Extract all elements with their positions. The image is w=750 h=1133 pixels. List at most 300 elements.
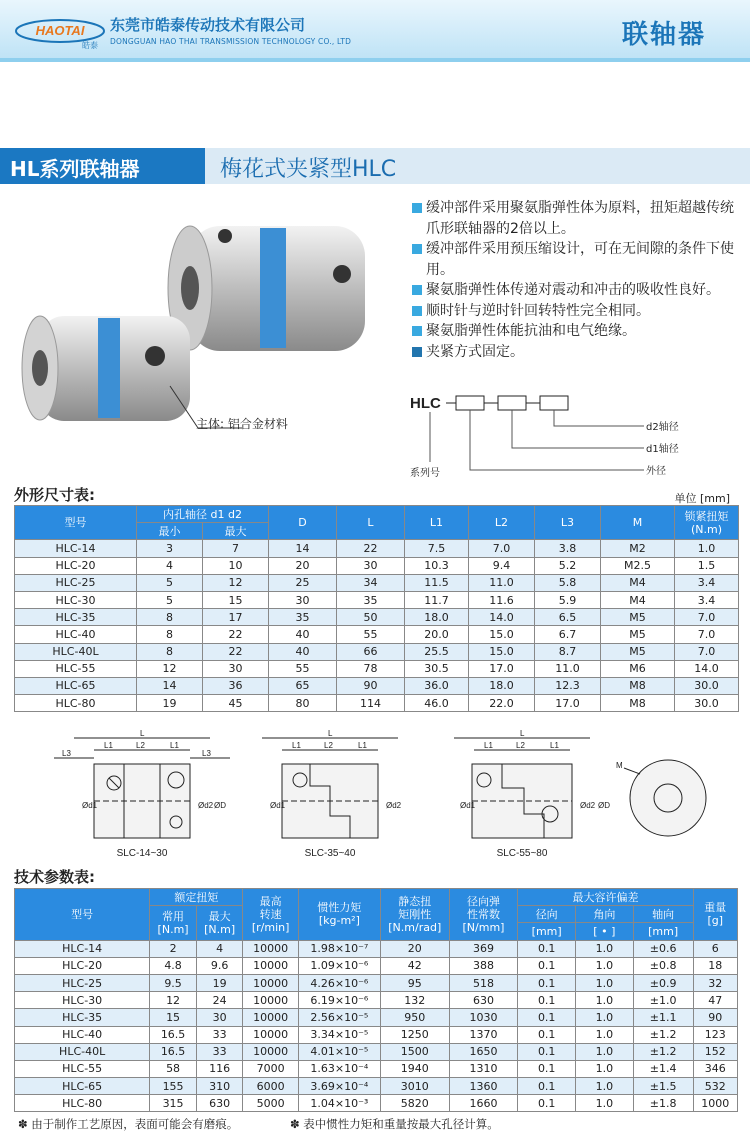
svg-text:Ød2: Ød2 [580, 801, 596, 810]
table-cell: ±1.1 [633, 1009, 693, 1026]
table-cell: 1660 [449, 1095, 518, 1112]
unit-label: 单位 [mm] [674, 492, 730, 505]
table-cell: 7000 [243, 1060, 298, 1077]
table-cell: 55 [269, 660, 337, 677]
logo-sub: 皓泰 [82, 41, 98, 50]
table-cell: 18.0 [469, 677, 535, 694]
table-cell: 10000 [243, 957, 298, 974]
company-name [110, 14, 351, 46]
table-cell: 30 [203, 660, 269, 677]
table-row [15, 992, 738, 1009]
table-cell: 14 [269, 540, 337, 557]
svg-text:L: L [328, 729, 333, 738]
table-cell: 10000 [243, 974, 298, 991]
table-row [15, 557, 739, 574]
svg-text:Ød2: Ød2 [386, 801, 402, 810]
table-cell: 34 [337, 574, 405, 591]
col-max: 最大 [203, 523, 269, 540]
table-cell: 5000 [243, 1095, 298, 1112]
feature-item: 聚氨脂弹性体能抗油和电气绝缘。 [410, 321, 740, 342]
table-cell: 1.0 [576, 1043, 634, 1060]
coupling-small [22, 316, 190, 421]
code-prefix: HLC [410, 395, 441, 412]
svg-text:L: L [140, 729, 145, 738]
table-cell: 15.0 [469, 626, 535, 643]
table-cell: 40 [269, 626, 337, 643]
table-cell: 123 [693, 1026, 737, 1043]
table-cell: 630 [196, 1095, 243, 1112]
table-cell: 15.0 [469, 643, 535, 660]
svg-text:L2: L2 [136, 741, 145, 750]
table-cell: 6 [693, 940, 737, 957]
table-cell: 22 [203, 626, 269, 643]
table-cell: HLC-20 [15, 557, 137, 574]
table-row [15, 1078, 738, 1095]
feature-item: 顺时针与逆时针回转特性完全相同。 [410, 301, 740, 322]
model-code-diagram [408, 392, 738, 482]
table-cell: 114 [337, 695, 405, 712]
table-cell: 116 [196, 1060, 243, 1077]
table-cell: 8.7 [535, 643, 601, 660]
drawing-slc-55-80 [454, 738, 590, 838]
table-row [15, 1026, 738, 1043]
table-cell: 2.56×10⁻⁵ [298, 1009, 380, 1026]
svg-text:L1: L1 [358, 741, 367, 750]
table-cell: 11.5 [405, 574, 469, 591]
drawing-label-1: SLC-14~30 [116, 848, 168, 859]
table-cell: 18.0 [405, 609, 469, 626]
feature-item: 缓冲部件采用聚氨脂弹性体为原料，扭矩超越传统爪形联轴器的2倍以上。 [410, 198, 740, 239]
table-cell: 1000 [693, 1095, 737, 1112]
table-cell: 19 [137, 695, 203, 712]
table-cell: 25 [269, 574, 337, 591]
table-cell: 32 [693, 974, 737, 991]
col-D: D [269, 506, 337, 540]
table-cell: 12 [203, 574, 269, 591]
table-cell: 5 [137, 574, 203, 591]
table-cell: M2.5 [601, 557, 675, 574]
table-cell: M5 [601, 643, 675, 660]
table-cell: 16.5 [150, 1043, 197, 1060]
product-title: 联轴器 [621, 20, 706, 50]
table-cell: 14.0 [675, 660, 739, 677]
tech-table-title: 技术参数表: [14, 868, 95, 886]
table-cell: 0.1 [518, 957, 576, 974]
code-d1: d1轴径 [646, 444, 679, 455]
table-cell: 17.0 [469, 660, 535, 677]
table-cell: ±0.9 [633, 974, 693, 991]
table-cell: HLC-40 [15, 1026, 150, 1043]
table-cell: 11.0 [469, 574, 535, 591]
dimension-table [14, 505, 739, 712]
table-cell: 2 [150, 940, 197, 957]
table-cell: M5 [601, 626, 675, 643]
table-cell: 7.0 [469, 540, 535, 557]
table-cell: 10000 [243, 1043, 298, 1060]
table-cell: 20 [380, 940, 449, 957]
table-cell: 1.0 [576, 1095, 634, 1112]
table-cell: 80 [269, 695, 337, 712]
tcol-max: 最大 [N.m] [196, 906, 243, 940]
coupling-photo [20, 196, 420, 446]
feature-item: 夹紧方式固定。 [410, 342, 740, 363]
table-cell: 20.0 [405, 626, 469, 643]
series-title-bar [0, 148, 750, 184]
tcol-model: 型号 [15, 889, 150, 941]
table-cell: 5.9 [535, 591, 601, 608]
table-cell: 1500 [380, 1043, 449, 1060]
logo-text: HAOTAI [35, 23, 85, 38]
table-cell: 11.6 [469, 591, 535, 608]
table-cell: 3.4 [675, 574, 739, 591]
table-cell: 42 [380, 957, 449, 974]
table-cell: 90 [337, 677, 405, 694]
table-cell: 7.0 [675, 626, 739, 643]
col-L1: L1 [405, 506, 469, 540]
table-cell: 0.1 [518, 974, 576, 991]
table-cell: 35 [269, 609, 337, 626]
tcol-weight: 重量 [g] [693, 889, 737, 941]
table-cell: 315 [150, 1095, 197, 1112]
table-cell: HLC-14 [15, 540, 137, 557]
svg-text:L1: L1 [292, 741, 301, 750]
svg-text:L: L [520, 729, 525, 738]
table-cell: 30 [337, 557, 405, 574]
table-cell: 36.0 [405, 677, 469, 694]
table-row [15, 574, 739, 591]
col-L: L [337, 506, 405, 540]
footnote-1: ✽ 由于制作工艺原因，表面可能会有磨痕。 [18, 1117, 239, 1131]
table-cell: 30.0 [675, 677, 739, 694]
table-cell: 6000 [243, 1078, 298, 1095]
table-cell: 11.0 [535, 660, 601, 677]
feature-list [410, 198, 740, 362]
table-cell: 0.1 [518, 992, 576, 1009]
table-cell: HLC-65 [15, 677, 137, 694]
table-cell: ±1.2 [633, 1026, 693, 1043]
table-cell: 3 [137, 540, 203, 557]
table-cell: 10.3 [405, 557, 469, 574]
col-min: 最小 [137, 523, 203, 540]
table-cell: 6.5 [535, 609, 601, 626]
svg-text:Ød1: Ød1 [270, 801, 286, 810]
table-cell: 0.1 [518, 1043, 576, 1060]
table-cell: HLC-40 [15, 626, 137, 643]
tcol-deviation: 最大容许偏差 [518, 889, 693, 906]
table-cell: 0.1 [518, 1009, 576, 1026]
table-cell: 950 [380, 1009, 449, 1026]
table-cell: 55 [337, 626, 405, 643]
table-row [15, 660, 739, 677]
table-cell: 10000 [243, 1009, 298, 1026]
table-cell: M4 [601, 574, 675, 591]
tcol-radial: 径向弹 性常数 [N/mm] [449, 889, 518, 941]
table-cell: ±1.0 [633, 992, 693, 1009]
table-cell: ±0.6 [633, 940, 693, 957]
drawing-end-view [624, 760, 706, 836]
table-cell: HLC-55 [15, 660, 137, 677]
table-cell: HLC-80 [15, 695, 137, 712]
table-cell: 8 [137, 609, 203, 626]
drawing-label-2: SLC-35~40 [304, 848, 356, 859]
table-cell: 6.7 [535, 626, 601, 643]
table-row [15, 591, 739, 608]
bullet-icon [412, 285, 422, 295]
table-row [15, 677, 739, 694]
table-cell: 14.0 [469, 609, 535, 626]
col-model: 型号 [15, 506, 137, 540]
table-cell: 4.01×10⁻⁵ [298, 1043, 380, 1060]
svg-text:ØD: ØD [214, 801, 226, 810]
svg-text:L3: L3 [62, 749, 71, 758]
table-cell: 532 [693, 1078, 737, 1095]
table-cell: 30.0 [675, 695, 739, 712]
table-cell: 0.1 [518, 1078, 576, 1095]
svg-text:Ød1: Ød1 [82, 801, 98, 810]
table-cell: 95 [380, 974, 449, 991]
table-cell: 1.0 [576, 992, 634, 1009]
svg-text:M: M [616, 761, 623, 770]
table-cell: 1.0 [576, 940, 634, 957]
table-cell: 1370 [449, 1026, 518, 1043]
table-cell: 46.0 [405, 695, 469, 712]
footnote-2: ✽ 表中惯性力矩和重量按最大孔径计算。 [290, 1117, 499, 1131]
haotai-logo [14, 16, 106, 50]
table-cell: HLC-40L [15, 1043, 150, 1060]
col-L3: L3 [535, 506, 601, 540]
table-cell: 14 [137, 677, 203, 694]
table-cell: 40 [269, 643, 337, 660]
table-cell: ±1.4 [633, 1060, 693, 1077]
company-en: DONGGUAN HAO THAI TRANSMISSION TECHNOLOGY CO., LTD [110, 37, 352, 46]
table-cell: 10000 [243, 940, 298, 957]
table-cell: 132 [380, 992, 449, 1009]
table-row [15, 940, 738, 957]
table-cell: 10 [203, 557, 269, 574]
bullet-icon [412, 244, 422, 254]
table-cell: 1.0 [576, 1026, 634, 1043]
table-cell: 8 [137, 643, 203, 660]
table-row [15, 974, 738, 991]
table-cell: 152 [693, 1043, 737, 1060]
svg-text:L1: L1 [170, 741, 179, 750]
table-cell: 4 [137, 557, 203, 574]
table-cell: M8 [601, 695, 675, 712]
company-cn: 东莞市皓泰传动技术有限公司 [110, 16, 306, 34]
table-cell: HLC-65 [15, 1078, 150, 1095]
svg-text:L2: L2 [516, 741, 525, 750]
tech-table: 型号 额定扭矩 最高 转速 [r/min] 惯性力矩 [kg-m²] 静态扭 矩刚性 [N.m/rad] 径向弹 性常数 [N/mm] 最大容许偏差 重量 [g] 常用 [N.m] 最大 [N.m] 径向 角向 轴向 [mm] [ • ] [mm] HLC-14 2 4 10000 1.98×10⁻⁷ 20 369 0.1 1.0 ±0.6 6 HLC-20 4.8 9.6 10000 1.09×10⁻⁶ 42 388 0.1 1.0 ±0.8 18 HLC-25 9.5 19 10000 4.26×10⁻⁶ 95 518 0.1 1.0 ±0.9 32 HLC-30 12 24 10000 6.19×10⁻⁶ 132 630 0.1 1.0 ±1.0 47 HLC-35 15 30 10000 2.56×10⁻⁵ 950 1030 0.1 1.0 ±1.1 90 HLC-40 16.5 33 10000 3.34×10⁻⁵ 1250 1370 0.1 1.0 ±1.2 123 HLC-40L 16.5 33 10000 4.01×10⁻⁵ 1500 1650 0.1 1.0 ±1.2 152 HLC-55 58 116 7000 1.63×10⁻⁴ 1940 1310 0.1 1.0 ±1.4 346 HLC-65 155 310 6000 3.69×10⁻⁴ 3010 1360 0.1 1.0 ±1.5 532 HLC-80 315 630 5000 1.04×10⁻³ 5820 1660 0.1 1.0 ±1.8 1000 [14, 888, 738, 1112]
table-cell: 66 [337, 643, 405, 660]
table-cell: 65 [269, 677, 337, 694]
col-L2: L2 [469, 506, 535, 540]
table-cell: 9.6 [196, 957, 243, 974]
table-cell: 18 [693, 957, 737, 974]
bullet-icon [412, 326, 422, 336]
tcol-static: 静态扭 矩刚性 [N.m/rad] [380, 889, 449, 941]
table-cell: ±0.8 [633, 957, 693, 974]
code-od: 外径 [646, 466, 666, 477]
table-cell: 45 [203, 695, 269, 712]
table-cell: 310 [196, 1078, 243, 1095]
table-cell: 35 [337, 591, 405, 608]
table-cell: 10000 [243, 1026, 298, 1043]
table-cell: 12.3 [535, 677, 601, 694]
table-cell: HLC-30 [15, 992, 150, 1009]
series-type: 梅花式夹紧型HLC [220, 157, 397, 182]
table-cell: 90 [693, 1009, 737, 1026]
svg-text:L1: L1 [484, 741, 493, 750]
drawing-label-3: SLC-55~80 [496, 848, 548, 859]
table-cell: M6 [601, 660, 675, 677]
table-cell: 33 [196, 1026, 243, 1043]
table-cell: 388 [449, 957, 518, 974]
table-cell: 1.5 [675, 557, 739, 574]
table-row [15, 1009, 738, 1026]
svg-text:Ød2: Ød2 [198, 801, 214, 810]
svg-text:L1: L1 [550, 741, 559, 750]
table-cell: 1.63×10⁻⁴ [298, 1060, 380, 1077]
table-cell: 16.5 [150, 1026, 197, 1043]
table-cell: HLC-25 [15, 974, 150, 991]
table-cell: 30 [269, 591, 337, 608]
table-cell: 1.0 [576, 1009, 634, 1026]
table-cell: 0.1 [518, 940, 576, 957]
table-cell: 0.1 [518, 1095, 576, 1112]
table-cell: 4.8 [150, 957, 197, 974]
table-cell: 12 [137, 660, 203, 677]
table-cell: 20 [269, 557, 337, 574]
table-cell: 5.2 [535, 557, 601, 574]
table-cell: 518 [449, 974, 518, 991]
table-cell: 25.5 [405, 643, 469, 660]
table-cell: 1.04×10⁻³ [298, 1095, 380, 1112]
table-cell: 1360 [449, 1078, 518, 1095]
table-cell: 0.1 [518, 1060, 576, 1077]
table-cell: HLC-80 [15, 1095, 150, 1112]
table-cell: HLC-20 [15, 957, 150, 974]
table-cell: 7.0 [675, 643, 739, 660]
series-title: HL系列联轴器 [0, 148, 205, 184]
table-cell: 630 [449, 992, 518, 1009]
table-cell: 7.5 [405, 540, 469, 557]
table-row [15, 643, 739, 660]
table-cell: 3010 [380, 1078, 449, 1095]
table-cell: 9.5 [150, 974, 197, 991]
table-cell: 3.34×10⁻⁵ [298, 1026, 380, 1043]
table-row [15, 695, 739, 712]
table-cell: 3.8 [535, 540, 601, 557]
table-cell: 4.26×10⁻⁶ [298, 974, 380, 991]
svg-text:L3: L3 [202, 749, 211, 758]
feature-item: 缓冲部件采用预压缩设计，可在无间隙的条件下使用。 [410, 239, 740, 280]
table-cell: 24 [196, 992, 243, 1009]
dim-table-title: 外形尺寸表: [14, 486, 95, 504]
technical-drawings [14, 728, 738, 862]
table-cell: 6.19×10⁻⁶ [298, 992, 380, 1009]
col-bore: 内孔轴径 d1 d2 [137, 506, 269, 523]
table-cell: 11.7 [405, 591, 469, 608]
tcol-inertia: 惯性力矩 [kg-m²] [298, 889, 380, 941]
bullet-icon [412, 347, 422, 357]
table-cell: ±1.8 [633, 1095, 693, 1112]
header-bar [0, 0, 750, 62]
table-cell: 5820 [380, 1095, 449, 1112]
table-cell: 3.69×10⁻⁴ [298, 1078, 380, 1095]
table-cell: M8 [601, 677, 675, 694]
tcol-rated: 额定扭矩 [150, 889, 243, 906]
table-cell: 78 [337, 660, 405, 677]
col-torque: 锁紧扭矩 (N.m) [675, 506, 739, 540]
tcol-dev-angular: 角向 [576, 906, 634, 923]
table-cell: 346 [693, 1060, 737, 1077]
table-cell: 1030 [449, 1009, 518, 1026]
table-cell: 1.98×10⁻⁷ [298, 940, 380, 957]
table-cell: 1940 [380, 1060, 449, 1077]
svg-text:ØD: ØD [598, 801, 610, 810]
table-cell: 36 [203, 677, 269, 694]
table-row [15, 1043, 738, 1060]
table-cell: 58 [150, 1060, 197, 1077]
table-row [15, 1095, 738, 1112]
table-cell: HLC-40L [15, 643, 137, 660]
table-cell: HLC-35 [15, 609, 137, 626]
table-cell: HLC-35 [15, 1009, 150, 1026]
table-cell: 12 [150, 992, 197, 1009]
table-cell: 1.0 [576, 1060, 634, 1077]
table-cell: 17 [203, 609, 269, 626]
table-cell: M5 [601, 609, 675, 626]
table-cell: 17.0 [535, 695, 601, 712]
table-cell: 15 [150, 1009, 197, 1026]
table-cell: HLC-30 [15, 591, 137, 608]
table-cell: 9.4 [469, 557, 535, 574]
table-cell: M4 [601, 591, 675, 608]
table-row [15, 957, 738, 974]
tcol-dev-radial: 径向 [518, 906, 576, 923]
table-cell: HLC-14 [15, 940, 150, 957]
code-series: 系列号 [410, 468, 440, 479]
table-row [15, 626, 739, 643]
bullet-icon [412, 306, 422, 316]
table-cell: 1.09×10⁻⁶ [298, 957, 380, 974]
table-cell: 50 [337, 609, 405, 626]
svg-text:L1: L1 [104, 741, 113, 750]
table-cell: 15 [203, 591, 269, 608]
table-cell: 1250 [380, 1026, 449, 1043]
col-M: M [601, 506, 675, 540]
tcol-speed: 最高 转速 [r/min] [243, 889, 298, 941]
table-cell: 1.0 [576, 974, 634, 991]
table-cell: HLC-25 [15, 574, 137, 591]
table-cell: 30 [196, 1009, 243, 1026]
material-callout: 主体: 铝合金材料 [196, 417, 288, 431]
table-cell: 33 [196, 1043, 243, 1060]
table-cell: 22.0 [469, 695, 535, 712]
table-cell: M2 [601, 540, 675, 557]
svg-text:L2: L2 [324, 741, 333, 750]
table-row [15, 1060, 738, 1077]
table-row [15, 540, 739, 557]
table-cell: 1.0 [576, 957, 634, 974]
table-cell: 369 [449, 940, 518, 957]
table-cell: 30.5 [405, 660, 469, 677]
table-cell: 155 [150, 1078, 197, 1095]
table-cell: 22 [337, 540, 405, 557]
bullet-icon [412, 203, 422, 213]
table-cell: 0.1 [518, 1026, 576, 1043]
table-cell: 19 [196, 974, 243, 991]
